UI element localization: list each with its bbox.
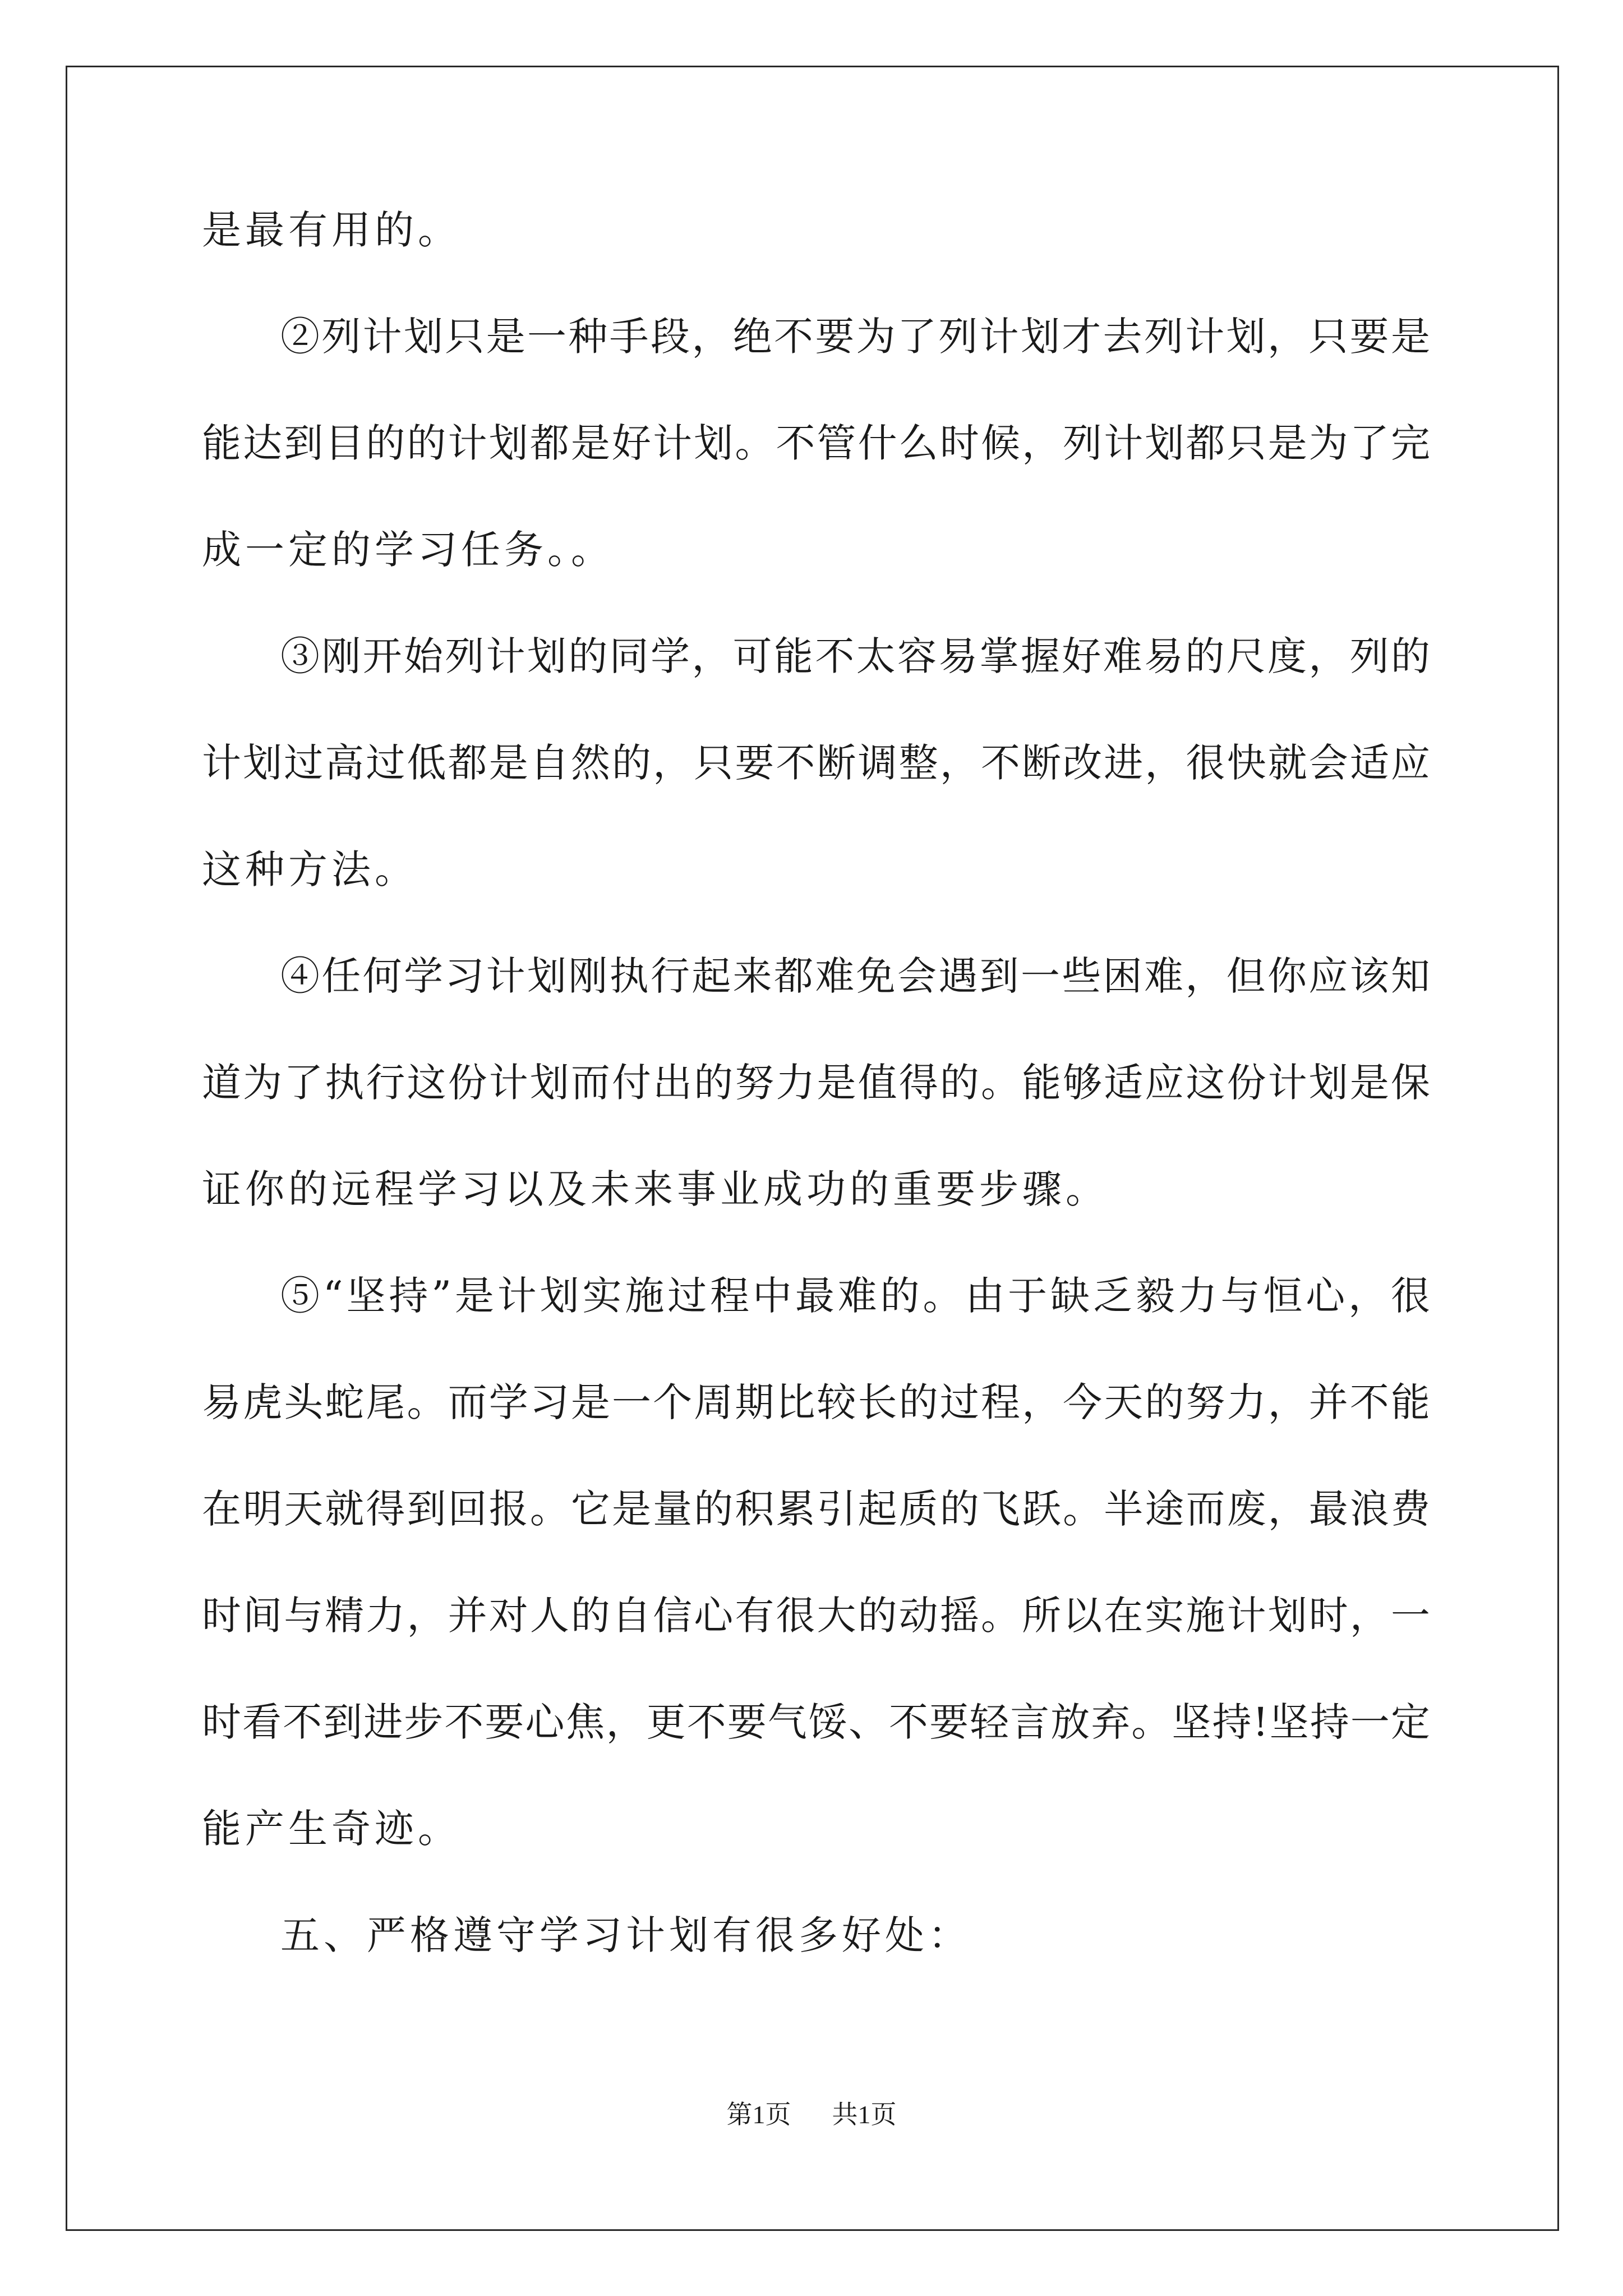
- text-line: ⑤“坚持”是计划实施过程中最难的。由于缺乏毅力与恒心，很: [280, 1273, 1430, 1319]
- text-line: 在明天就得到回报。它是量的积累引起质的飞跃。半途而废，最浪费: [202, 1486, 1430, 1532]
- text-line: 这种方法。: [202, 846, 418, 892]
- text-line: 是最有用的。: [202, 207, 461, 253]
- text-line: 成一定的学习任务。。: [202, 527, 614, 573]
- page-total: 共1页: [832, 2100, 897, 2129]
- text-line: ④任何学习计划刚执行起来都难免会遇到一些困难，但你应该知: [280, 953, 1430, 999]
- page-footer: [0, 2098, 1623, 2132]
- page-number: 第1页: [726, 2100, 791, 2129]
- text-line: ③刚开始列计划的同学，可能不太容易掌握好难易的尺度，列的: [280, 633, 1430, 679]
- text-line: 道为了执行这份计划而付出的努力是值得的。能够适应这份计划是保: [202, 1060, 1430, 1106]
- text-line: 易虎头蛇尾。而学习是一个周期比较长的过程，今天的努力，并不能: [202, 1379, 1430, 1425]
- section-heading: 五、严格遵守学习计划有很多好处：: [280, 1912, 971, 1958]
- text-line: 计划过高过低都是自然的，只要不断调整，不断改进，很快就会适应: [202, 740, 1430, 786]
- text-line: 能产生奇迹。: [202, 1806, 461, 1852]
- text-line: 能达到目的的计划都是好计划。不管什么时候，列计划都只是为了完: [202, 420, 1430, 466]
- document-body: [202, 202, 1430, 2014]
- text-line: 时间与精力，并对人的自信心有很大的动摇。所以在实施计划时，一: [202, 1593, 1430, 1639]
- text-line: 时看不到进步不要心焦，更不要气馁、不要轻言放弃。坚持!坚持一定: [202, 1699, 1430, 1745]
- text-line: 证你的远程学习以及未来事业成功的重要步骤。: [202, 1166, 1109, 1212]
- text-line: ②列计划只是一种手段，绝不要为了列计划才去列计划，只要是: [280, 314, 1430, 360]
